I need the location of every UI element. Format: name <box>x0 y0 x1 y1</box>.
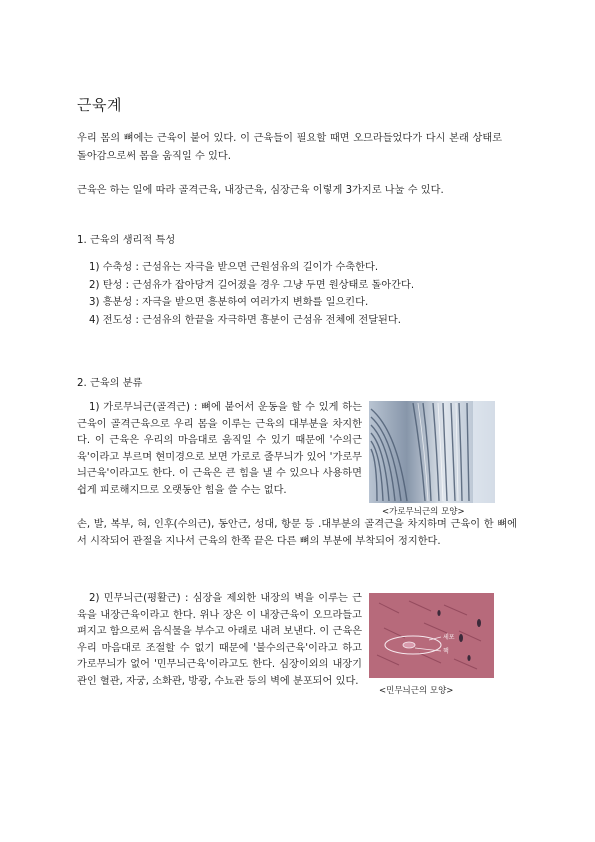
smooth-muscle-caption: <민무늬근의 모양> <box>379 686 454 696</box>
smooth-muscle-paragraph: 2) 민무늬근(평활근) : 심장을 제외한 내장의 벽을 이루는 근육을 내장근육이라고 한다. 위나 장은 이 내장근육이 오므라들고 펴지고 함으로써 음식물을 부수고 아래로 내려 보낸다. 이 근육은 우리 마음대로 조절할 수 없기 때문에 '불수의근육'이라고 하고 가로무늬가 없어 '민무늬근육'이라고도 한다. 심장이외의 내장기관인 혈관, 자궁, 소화관, 방광, 수뇨관 등의 벽에 분포되어 있다. <box>77 593 363 687</box>
smooth-muscle-image <box>369 593 494 678</box>
classification-paragraph: 근육은 하는 일에 따라 골격근육, 내장근육, 심장근육 이렇게 3가지로 나눌 수 있다. <box>77 185 444 196</box>
striated-muscle-illustration <box>369 401 495 503</box>
list-item: 1) 수축성 : 근섬유는 자극을 받으면 근원섬유의 길이가 수축한다. <box>89 262 379 273</box>
cell-label: 세포 <box>443 634 455 641</box>
nucleus-label: 핵 <box>443 648 449 655</box>
list-item: 2) 탄성 : 근섬유가 잡아당겨 길어졌을 경우 그냥 두면 원상태로 돌아간다. <box>89 279 415 291</box>
striated-muscle-image <box>369 401 495 503</box>
section2-heading: 2. 근육의 분류 <box>77 378 143 389</box>
smooth-muscle-illustration <box>369 593 494 678</box>
intro-paragraph: 우리 몸의 뼈에는 근육이 붙어 있다. 이 근육들이 필요할 때면 오므라들었다가 다시 본래 상태로 돌아감으로써 몸을 움직일 수 있다. <box>77 133 502 162</box>
property-list <box>77 259 502 329</box>
striated-muscle-caption: <가로무늬근의 모양> <box>382 507 465 517</box>
striated-muscle-paragraph-cont: 손, 발, 복부, 혀, 인후(수의근), 동안근, 성대, 항문 등 .대부분의 골격근을 차지하며 근육이 한 뼈에서 시작되어 관절을 지나서 근육의 한쪽 끝은 다른 뼈의 부분에 부착되어 정지한다. <box>77 519 517 547</box>
section1-heading: 1. 근육의 생리적 특성 <box>77 235 176 246</box>
page-title: 근육계 <box>77 96 122 114</box>
striated-muscle-paragraph: 1) 가로무늬근(골격근) : 뼈에 붙어서 운동을 할 수 있게 하는 근육이 골격근육으로 우리 몸을 이루는 근육의 대부분을 차지한다. 이 근육은 우리의 마음대로 움직일 수 있기 때문에 '수의근육'이라고 부르며 현미경으로 보면 가로로 줄무늬가 있어 '가로무늬근육'이라고도 한다. 이 근육은 큰 힘을 낼 수 있으나 사용하면 쉽게 피로해지므로 오랫동안 힘을 쓸 수는 없다. <box>77 402 362 496</box>
list-item: 4) 전도성 : 근섬유의 한끝을 자극하면 흥분이 근섬유 전체에 전달된다. <box>89 314 401 326</box>
list-item: 3) 흥분성 : 자극을 받으면 흥분하여 여러가지 변화를 일으킨다. <box>89 297 369 309</box>
